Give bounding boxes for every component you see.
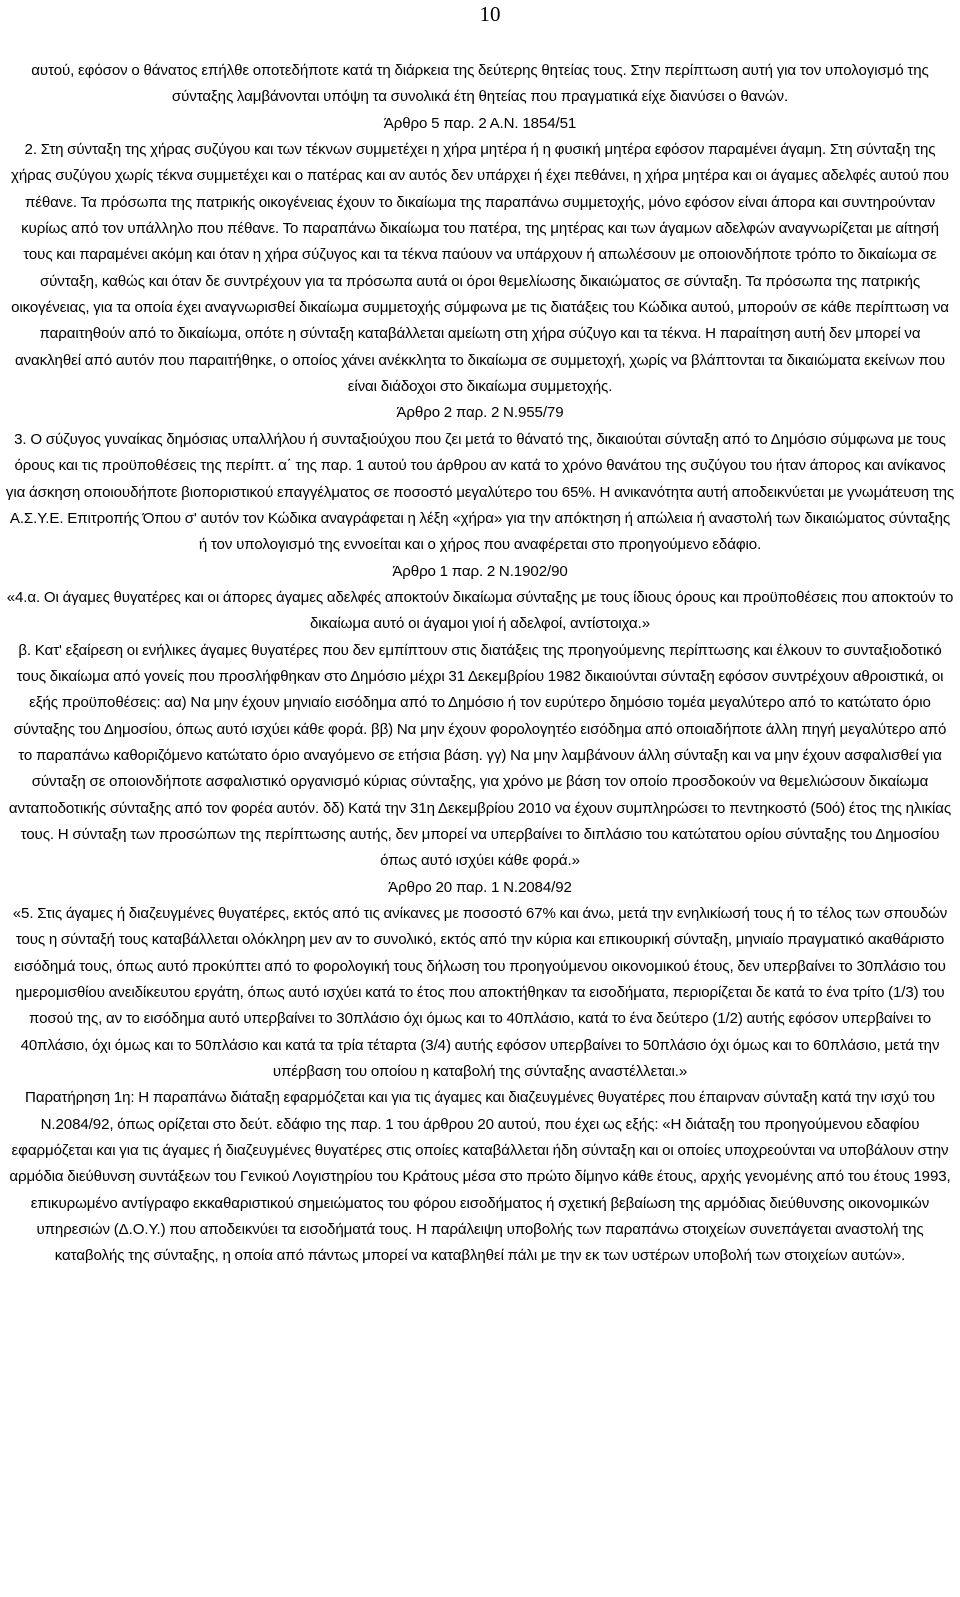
paragraph-continuation: αυτού, εφόσον ο θάνατος επήλθε οποτεδήποτε κατά τη διάρκεια της δεύτερης θητείας τους. Στην περίπτωση αυτή για τον υπολογισμό της σύνταξης λαμβάνονται υπόψη τα συνολικά έτη θητείας που πραγματικά είχε διανύσει ο θανών. (31, 62, 929, 106)
paragraph-4b: β. Κατ' εξαίρεση οι ενήλικες άγαμες θυγατέρες που δεν εμπίπτουν στις διατάξεις της προηγούμενης περίπτωσης και έλκουν το συνταξιοδοτικό τους δικαίωμα από γονείς που προσλήφθηκαν στο Δημόσιο μέχρι 31 Δεκεμβρίου 1982 δικαιούνται σύνταξη εφόσον συντρέχουν αθροιστικά, οι εξής προϋποθέσεις: αα) Να μην έχουν μηνιαίο εισόδημα από το Δημόσιο ή τον ευρύτερο δημόσιο τομέα μεγαλύτερο από το κατώτατο όριο σύνταξης του Δημοσίου, όπως αυτό ισχύει κάθε φορά. ββ) Να μην έχουν φορολογητέο εισόδημα από οποιαδήποτε άλλη πηγή μεγαλύτερο από το παραπάνω καθοριζόμενο κατώτατο όριο αναγόμενο σε ετήσια βάση. γγ) Να μην λαμβάνουν άλλη σύνταξη και να μην έχουν ασφαλισθεί για σύνταξη σε οποιονδήποτε ασφαλιστικό οργανισμό κύριας σύνταξης, για χρόνο με βάση τον οποίο προσδοκούν να θεμελιώσουν δικαίωμα ανταποδοτικής σύνταξης από τον φορέα αυτόν. δδ) Κατά την 31η Δεκεμβρίου 2010 να έχουν συμπληρώσει το πεντηκοστό (50ό) έτος της ηλικίας τους. Η σύνταξη των προσώπων της περίπτωσης αυτής, δεν μπορεί να υπερβαίνει το διπλάσιο του κατώτατου ορίου σύνταξης του Δημοσίου όπως αυτό ισχύει κάθε φορά.» (8, 641, 952, 870)
paragraph-3: 3. Ο σύζυγος γυναίκας δημόσιας υπαλλήλου ή συνταξιούχου που ζει μετά το θάνατό της, δικαιούται σύνταξη από το Δημόσιο σύμφωνα με τους όρους και τις προϋποθέσεις της περίπτ. α΄ της παρ. 1 αυτού του άρθρου αν κατά το χρόνο θανάτου της συζύγου του ήταν άπορος και ανίκανος για άσκηση οποιουδήποτε βιοποριστικού επαγγέλματος σε ποσοστό μεγαλύτερο του 65%. Η ανικανότητα αυτή αποδεικνύεται με γνωμάτευση της Α.Σ.Υ.Ε. Επιτροπής Όπου σ' αυτόν τον Κώδικα αναγράφεται η λέξη «χήρα» για την απόκτηση ή απώλεια ή αναστολή των δικαιώματος σύνταξης ή τον υπολογισμό της εννοείται και ο χήρος που αναφέρεται στο προηγούμενο εδάφιο. (5, 430, 955, 554)
article-reference: Άρθρο 2 παρ. 2 Ν.955/79 (396, 404, 564, 422)
paragraph-5: «5. Στις άγαμες ή διαζευγμένες θυγατέρες, εκτός από τις ανίκανες με ποσοστό 67% και άνω, μετά την ενηλικίωσή τους ή το τέλος των σπουδών τους η σύνταξή τους καταβάλλεται ολόκληρη μεν αν το συνολικό, εκτός από την κύρια και επικουρική σύνταξη, μηνιαίο πραγματικό ακαθάριστο εισόδημά τους, όπως αυτό προκύπτει από το φορολογική τους δήλωση του προηγούμενου οικονομικού έτους, δεν υπερβαίνει το 30πλάσιο του ημερομισθίου ανειδίκευτου εργάτη, όπως αυτό ισχύει κατά το έτος που αποκτήθηκαν τα εισοδήματα, περιορίζεται δε κατά το ένα τρίτο (1/3) του ποσού της, αν το εισόδημα αυτό υπερβαίνει το 30πλάσιο όχι όμως και το 40πλάσιο, κατά το ένα δεύτερο (1/2) αυτής εφόσον υπερβαίνει το 40πλάσιο, όχι όμως και το 50πλάσιο και κατά τα τρία τέταρτα (3/4) αυτής εφόσον υπερβαίνει το 50πλάσιο όχι όμως και το 60πλάσιο, μετά την υπέρβαση του οποίου η καταβολή της σύνταξης αναστέλλεται.» (12, 905, 948, 1081)
article-reference: Άρθρο 1 παρ. 2 Ν.1902/90 (392, 562, 568, 580)
page-number: 10 (479, 2, 501, 26)
paragraph-4a: «4.α. Οι άγαμες θυγατέρες και οι άπορες άγαμες αδελφές αποκτούν δικαίωμα σύνταξης με τους ίδιους όρους και προϋποθέσεις που αποκτούν το δικαίωμα αυτό οι άγαμοι γιοί ή αδελφοί, αντίστοιχα.» (6, 588, 954, 633)
document-body (5, 58, 955, 1270)
note-paragraph: Παρατήρηση 1η: Η παραπάνω διάταξη εφαρμόζεται και για τις άγαμες και διαζευγμένες θυγατέρες που έπαιρναν σύνταξη κατά την ισχύ του Ν.2084/92, όπως ορίζεται στο δεύτ. εδάφιο της παρ. 1 του άρθρου 20 αυτού, που έχει ως εξής: «Η διάταξη του προηγούμενου εδαφίου εφαρμόζεται και για τις άγαμες ή διαζευγμένες θυγατέρες στις οποίες καταβάλλεται ήδη σύνταξη και οι οποίες υποχρεούνται να υποβάλουν στην αρμόδια διεύθυνση συντάξεων του Γενικού Λογιστηρίου του Κράτους μέσα στο πρώτο δίμηνο κάθε έτους, αρχής γενομένης από του έτους 1993, επικυρωμένο αντίγραφο εκκαθαριστικού σημειώματος του φόρου εισοδήματος ή σχετική βεβαίωση της αρμόδιας διεύθυνσης οικονομικών υπηρεσιών (Δ.Ο.Υ.) που αποδεικνύει τα εισοδήματά τους. Η παράλειψη υποβολής των παραπάνω στοιχείων συνεπάγεται αναστολή της καταβολής της σύνταξης, η οποία από πάντως μπορεί να καταβληθεί πάλι με την εκ των υστέρων υποβολή των στοιχείων αυτών». (9, 1089, 951, 1265)
article-reference: Άρθρο 20 παρ. 1 Ν.2084/92 (388, 878, 572, 896)
paragraph-2: 2. Στη σύνταξη της χήρας συζύγου και των τέκνων συμμετέχει η χήρα μητέρα ή η φυσική μητέρα εφόσον παραμένει άγαμη. Στη σύνταξη της χήρας συζύγου χωρίς τέκνα συμμετέχει και ο πατέρας και αν αυτός δεν υπάρχει ή έχει πεθάνει, η χήρα μητέρα και οι άγαμες αδελφές αυτού που πέθανε. Τα πρόσωπα της πατρικής οικογένειας έχουν το δικαίωμα της παραπάνω συμμετοχής, μόνο εφόσον είναι άπορα και συντηρούνταν κυρίως από τον υπάλληλο που πέθανε. Το παραπάνω δικαίωμα του πατέρα, της μητέρας και των άγαμων αδελφών αναγνωρίζεται με αίτησή τους και παραμένει ακόμη και όταν η χήρα σύζυγος και τα τέκνα παύουν να υπάρχουν ή απωλέσουν με οποιονδήποτε τρόπο το δικαίωμα σε σύνταξη, καθώς και όταν δε συντρέχουν για τα πρόσωπα αυτά οι όροι θεμελίωσης δικαιώματος σε σύνταξη. Τα πρόσωπα της πατρικής οικογένειας, για τα οποία έχει αναγνωρισθεί δικαίωμα συμμετοχής σύμφωνα με τις διατάξεις του Κώδικα αυτού, μπορούν σε κάθε περίπτωση να παραιτηθούν από το δικαίωμα, οπότε η σύνταξη καταβάλλεται αμείωτη στη χήρα σύζυγο και τα τέκνα. Η παραίτηση αυτή δεν μπορεί να ανακληθεί από αυτόν που παραιτήθηκε, ο οποίος χάνει ανέκκλητα το δικαίωμα σε συμμετοχή, χωρίς να βλάπτονται τα δικαιώματα εκείνων που είναι διάδοχοι στο δικαίωμα συμμετοχής. (11, 141, 949, 396)
article-reference: Άρθρο 5 παρ. 2 Α.Ν. 1854/51 (383, 114, 577, 132)
